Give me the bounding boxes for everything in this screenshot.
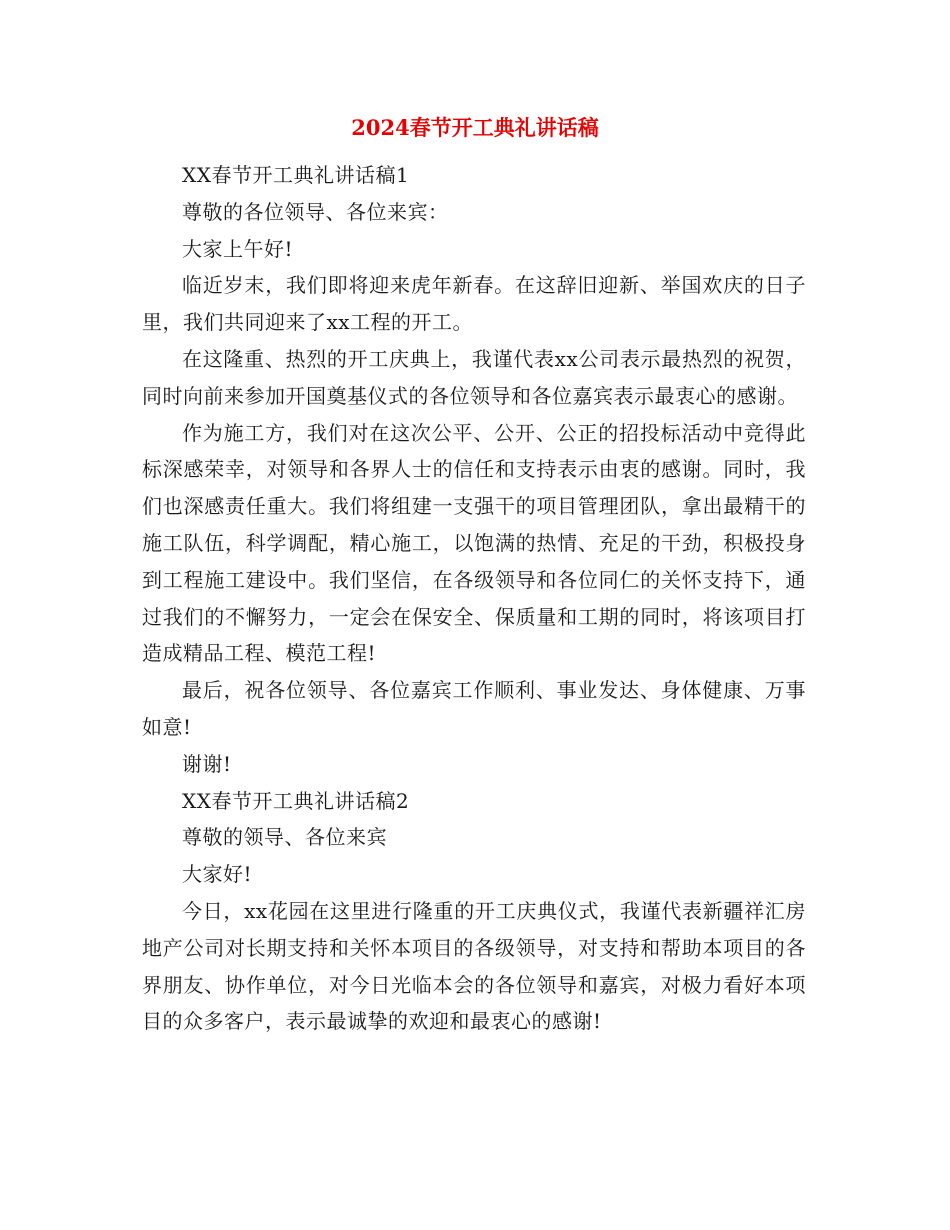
document-body: [142, 157, 806, 1040]
paragraph-speech-1-heading: XX春节开工典礼讲话稿1: [182, 163, 410, 187]
paragraph-salutation-2: 尊敬的领导、各位来宾: [182, 825, 387, 850]
paragraph-body: 作为施工方，我们对在这次公平、公开、公正的招投标活动中竞得此标深感荣幸，对领导和各界人士的信任和支持表示由衷的感谢。同时，我们也深感责任重大。我们将组建一支强干的项目管理团队，拿出最精干的施工队伍，科学调配，精心施工，以饱满的热情、充足的干劲，积极投身到工程施工建设中。我们坚信，在各级领导和各位同仁的关怀支持下，通过我们的不懈努力，一定会在保安全、保质量和工期的同时，将该项目打造成精品工程、模范工程!: [142, 420, 806, 666]
paragraph-greeting-1: 大家上午好!: [182, 236, 294, 261]
paragraph-body: 最后，祝各位领导、各位嘉宾工作顺利、事业发达、身体健康、万事如意!: [142, 678, 806, 739]
paragraph-salutation-1: 尊敬的各位领导、各位来宾：: [182, 199, 449, 224]
document-title: 2024春节开工典礼讲话稿: [351, 115, 599, 140]
paragraph-greeting-2: 大家好!: [182, 862, 253, 887]
paragraph-thanks: 谢谢!: [182, 751, 232, 776]
paragraph-body: 今日，xx花园在这里进行隆重的开工庆典仪式，我谨代表新疆祥汇房地产公司对长期支持和关怀本项目的各级领导，对支持和帮助本项目的各界朋友、协作单位，对今日光临本会的各位领导和嘉宾，对极力看好本项目的众多客户，表示最诚挚的欢迎和最衷心的感谢!: [142, 898, 806, 1034]
paragraph-speech-2-heading: XX春节开工典礼讲话稿2: [182, 788, 410, 813]
paragraph-body: 在这隆重、热烈的开工庆典上，我谨代表xx公司表示最热烈的祝贺，同时向前来参加开国奠基仪式的各位领导和各位嘉宾表示最衷心的感谢。: [142, 346, 806, 408]
paragraph-body: 临近岁末，我们即将迎来虎年新春。在这辞旧迎新、举国欢庆的日子里，我们共同迎来了xx工程的开工。: [142, 273, 806, 335]
